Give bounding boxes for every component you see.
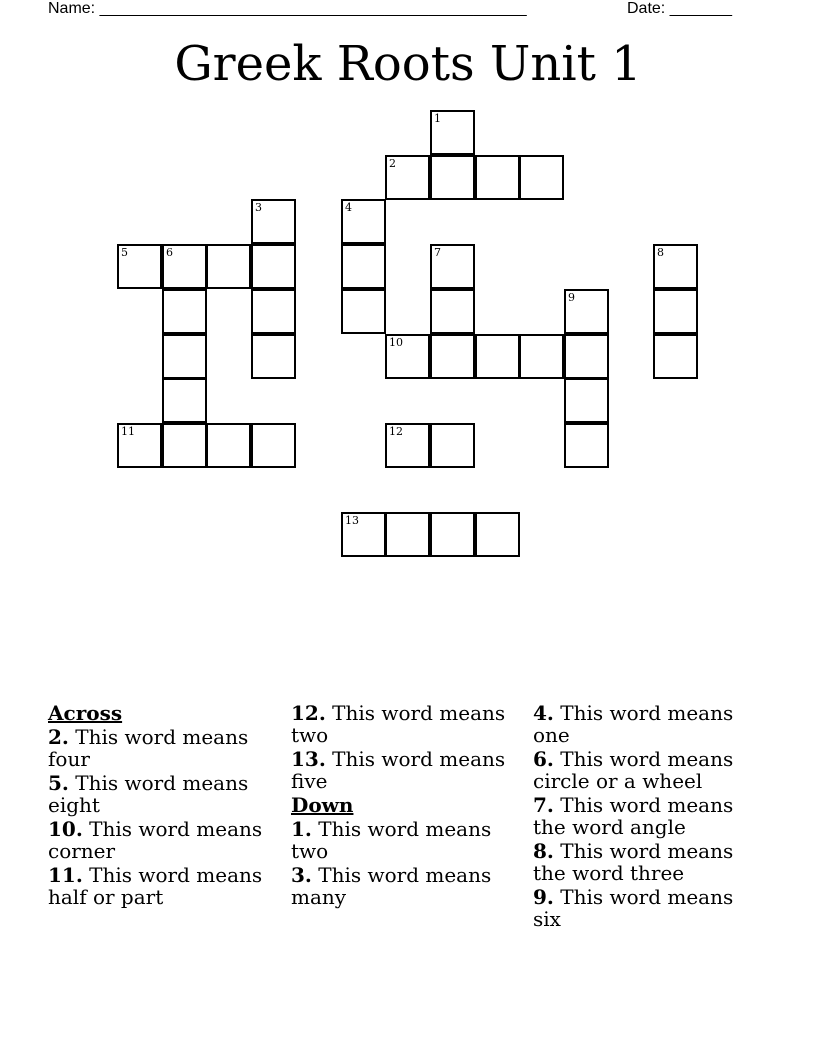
name-blank: ________________________________________________ xyxy=(99,0,527,17)
crossword-cell[interactable] xyxy=(206,423,251,468)
crossword-cell[interactable] xyxy=(564,334,609,379)
date-label: Date: xyxy=(627,0,666,17)
crossword-cell[interactable] xyxy=(341,244,386,289)
crossword-cell[interactable] xyxy=(564,378,609,423)
crossword-cell[interactable] xyxy=(475,155,520,200)
crossword-cell[interactable] xyxy=(251,289,296,334)
clue-text: This word means one xyxy=(533,701,734,747)
across-heading: Across xyxy=(48,701,123,725)
clue-column-2 xyxy=(291,702,523,910)
clue-number-label: 7 xyxy=(434,246,441,259)
crossword-cell[interactable] xyxy=(564,423,609,468)
clue-down-6 xyxy=(533,748,765,792)
clue-column-1 xyxy=(48,702,280,910)
clue-number: 12. xyxy=(291,701,326,725)
crossword-cell[interactable] xyxy=(162,289,207,334)
clue-number: 3. xyxy=(291,863,312,887)
crossword-cell[interactable] xyxy=(430,423,475,468)
clue-down-7 xyxy=(533,794,765,838)
clue-down-9 xyxy=(533,886,765,930)
page-title: Greek Roots Unit 1 xyxy=(174,36,642,92)
clue-text: This word means the word three xyxy=(533,839,734,885)
crossword-cell[interactable] xyxy=(430,334,475,379)
clue-number-label: 9 xyxy=(568,291,575,304)
crossword-cell-3[interactable] xyxy=(251,199,296,244)
clue-number: 7. xyxy=(533,793,554,817)
clue-text: This word means four xyxy=(48,725,249,771)
crossword-cell-4[interactable] xyxy=(341,199,386,244)
clue-number: 13. xyxy=(291,747,326,771)
clue-text: This word means eight xyxy=(48,771,249,817)
crossword-cell[interactable] xyxy=(653,289,698,334)
down-heading: Down xyxy=(291,793,354,817)
crossword-cell[interactable] xyxy=(475,334,520,379)
crossword-cell[interactable] xyxy=(251,334,296,379)
crossword-cell[interactable] xyxy=(162,378,207,423)
clue-number-label: 1 xyxy=(434,112,441,125)
clue-number-label: 11 xyxy=(121,425,135,438)
crossword-cell-5[interactable] xyxy=(117,244,162,289)
crossword-cell-2[interactable] xyxy=(385,155,430,200)
clue-down-4 xyxy=(533,702,765,746)
clue-across-11 xyxy=(48,864,280,908)
clue-number: 11. xyxy=(48,863,83,887)
crossword-cell-11[interactable] xyxy=(117,423,162,468)
clue-number: 8. xyxy=(533,839,554,863)
crossword-cell[interactable] xyxy=(162,334,207,379)
clue-across-2 xyxy=(48,726,280,770)
crossword-cell-8[interactable] xyxy=(653,244,698,289)
clue-text: This word means two xyxy=(291,701,506,747)
clue-number-label: 4 xyxy=(345,201,352,214)
clue-number: 1. xyxy=(291,817,312,841)
crossword-cell-10[interactable] xyxy=(385,334,430,379)
crossword-cell[interactable] xyxy=(519,334,564,379)
clue-across-10 xyxy=(48,818,280,862)
crossword-cell[interactable] xyxy=(162,423,207,468)
clue-text: This word means the word angle xyxy=(533,793,734,839)
clue-number: 4. xyxy=(533,701,554,725)
clue-number: 6. xyxy=(533,747,554,771)
clue-number: 10. xyxy=(48,817,83,841)
clue-number: 5. xyxy=(48,771,69,795)
clue-number: 2. xyxy=(48,725,69,749)
clue-text: This word means two xyxy=(291,817,492,863)
clue-number-label: 3 xyxy=(255,201,262,214)
crossword-cell[interactable] xyxy=(430,289,475,334)
crossword-cell-1[interactable] xyxy=(430,110,475,155)
clue-down-3 xyxy=(291,864,523,908)
crossword-cell[interactable] xyxy=(653,334,698,379)
clue-number-label: 8 xyxy=(657,246,664,259)
crossword-cell-6[interactable] xyxy=(162,244,207,289)
crossword-cell[interactable] xyxy=(385,512,430,557)
crossword-cell-13[interactable] xyxy=(341,512,386,557)
crossword-cell[interactable] xyxy=(251,244,296,289)
crossword-cell[interactable] xyxy=(341,289,386,334)
crossword-cell-12[interactable] xyxy=(385,423,430,468)
crossword-cell[interactable] xyxy=(430,155,475,200)
clue-number-label: 12 xyxy=(389,425,403,438)
clue-number-label: 10 xyxy=(389,336,403,349)
clue-number-label: 5 xyxy=(121,246,128,259)
clue-text: This word means circle or a wheel xyxy=(533,747,734,793)
clue-text: This word means half or part xyxy=(48,863,263,909)
clue-across-12 xyxy=(291,702,523,746)
crossword-cell[interactable] xyxy=(475,512,520,557)
clue-text: This word means corner xyxy=(48,817,263,863)
clue-down-1 xyxy=(291,818,523,862)
clue-number: 9. xyxy=(533,885,554,909)
crossword-cell[interactable] xyxy=(206,244,251,289)
crossword-cell[interactable] xyxy=(251,423,296,468)
crossword-cell[interactable] xyxy=(519,155,564,200)
clue-text: This word means six xyxy=(533,885,734,931)
clue-across-5 xyxy=(48,772,280,816)
name-label: Name: xyxy=(48,0,96,17)
crossword-cell[interactable] xyxy=(430,512,475,557)
clue-number-label: 6 xyxy=(166,246,173,259)
clue-number-label: 2 xyxy=(389,157,396,170)
clue-down-8 xyxy=(533,840,765,884)
crossword-cell-7[interactable] xyxy=(430,244,475,289)
clue-number-label: 13 xyxy=(345,514,359,527)
crossword-cell-9[interactable] xyxy=(564,289,609,334)
clue-text: This word means many xyxy=(291,863,492,909)
clue-column-3 xyxy=(533,702,765,932)
date-blank: _______ xyxy=(669,0,732,17)
clue-across-13 xyxy=(291,748,523,792)
clue-text: This word means five xyxy=(291,747,506,793)
